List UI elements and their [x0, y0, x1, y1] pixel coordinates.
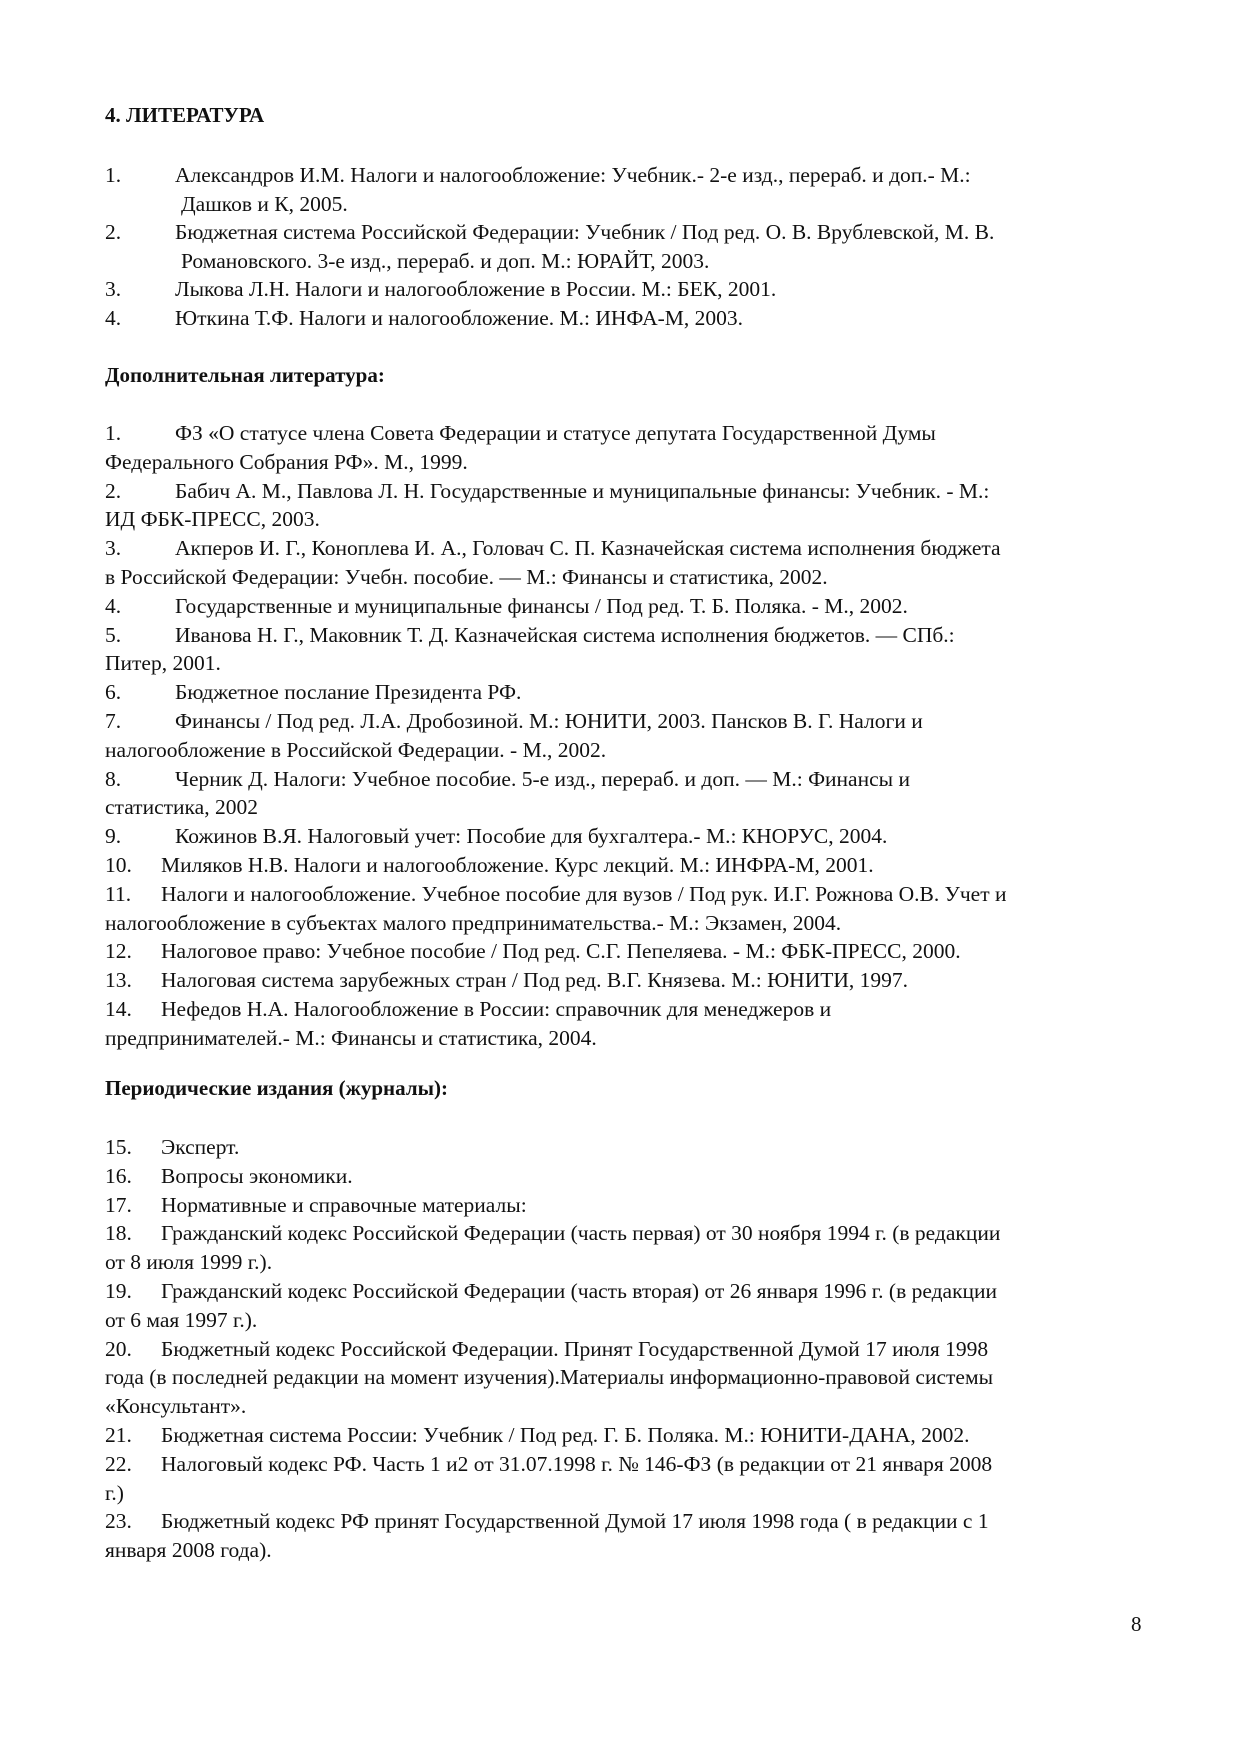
additional-literature-list [105, 419, 1165, 1053]
item-text-continued: января 2008 года). [105, 1538, 272, 1563]
item-number: 9. [105, 824, 122, 849]
item-text: Акперов И. Г., Коноплева И. А., Головач С. П. Казначейская система исполнения бюджета [175, 536, 1001, 561]
item-text: Лыкова Л.Н. Налоги и налогообложение в России. М.: БЕК, 2001. [175, 277, 777, 301]
item-text: Бюджетная система Российской Федерации: Учебник / Под ред. О. В. Врублевской, М. В. [175, 220, 995, 244]
list-item [105, 161, 1165, 218]
item-text: Кожинов В.Я. Налоговый учет: Пособие для бухгалтера.- М.: КНОРУС, 2004. [175, 824, 888, 849]
additional-literature-heading: Дополнительная литература: [105, 363, 385, 387]
item-text-continued: Романовского. 3-е изд., перераб. и доп. М.: ЮРАЙТ, 2003. [181, 248, 710, 273]
item-number: 14. [105, 996, 132, 1021]
item-text-continued: Питер, 2001. [105, 651, 221, 676]
item-number: 4. [105, 593, 122, 618]
item-number: 7. [105, 708, 122, 733]
item-number: 22. [105, 1451, 132, 1476]
list-item [105, 707, 1165, 736]
item-text-continued: налогообложение в субъектах малого предпринимательства.- М.: Экзамен, 2004. [105, 910, 842, 935]
main-literature-list [105, 161, 1165, 332]
item-number: 20. [105, 1336, 132, 1361]
item-text: Бюджетное послание Президента РФ. [175, 680, 522, 705]
item-text: Черник Д. Налоги: Учебное пособие. 5-е изд., перераб. и доп. — М.: Финансы и [175, 766, 910, 791]
item-text: Гражданский кодекс Российской Федерации (часть вторая) от 26 января 1996 г. (в редакции [161, 1278, 998, 1303]
item-number: 6. [105, 680, 122, 705]
item-text: Налоговое право: Учебное пособие / Под ред. С.Г. Пепеляева. - М.: ФБК-ПРЕСС, 2000. [161, 939, 961, 964]
list-item [105, 1191, 1165, 1220]
item-text-continued: статистика, 2002 [105, 795, 258, 820]
item-text: Гражданский кодекс Российской Федерации (часть первая) от 30 ноября 1994 г. (в редакции [161, 1221, 1001, 1246]
list-item [105, 995, 1165, 1024]
item-number: 15. [105, 1135, 132, 1159]
item-number: 10. [105, 852, 132, 877]
list-item [105, 851, 1165, 880]
item-text: Налоговая система зарубежных стран / Под ред. В.Г. Князева. М.: ЮНИТИ, 1997. [161, 968, 909, 993]
item-number: 16. [105, 1163, 132, 1188]
list-item [105, 822, 1165, 851]
item-text-continued: Дашков и К, 2005. [181, 191, 348, 216]
item-text-continued: налогообложение в Российской Федерации. - М., 2002. [105, 737, 607, 762]
item-number: 1. [105, 163, 122, 187]
list-item [105, 419, 1165, 448]
item-text: Бюджетный кодекс Российской Федерации. Принят Государственной Думой 17 июля 1998 [161, 1336, 989, 1361]
item-number: 18. [105, 1221, 132, 1246]
item-text-continued: «Консультант». [105, 1394, 247, 1419]
item-number: 13. [105, 968, 132, 993]
list-item [105, 1133, 1165, 1162]
list-item [105, 1450, 1165, 1479]
list-item [105, 1421, 1165, 1450]
list-item [105, 966, 1165, 995]
list-item [105, 1162, 1165, 1191]
item-number: 5. [105, 622, 122, 647]
item-number: 1. [105, 421, 122, 445]
list-item [105, 1277, 1165, 1306]
item-text: Налоги и налогообложение. Учебное пособие для вузов / Под рук. И.Г. Рожнова О.В. Учет и [161, 881, 1007, 906]
periodicals-list [105, 1133, 1165, 1565]
item-text: Бабич А. М., Павлова Л. Н. Государственные и муниципальные финансы: Учебник. - М.: [175, 478, 990, 503]
item-number: 17. [105, 1192, 132, 1217]
item-text: Бюджетная система России: Учебник / Под ред. Г. Б. Поляка. М.: ЮНИТИ-ДАНА, 2002. [161, 1422, 970, 1447]
list-item [105, 477, 1165, 506]
item-text-continued: в Российской Федерации: Учебн. пособие. — М.: Финансы и статистика, 2002. [105, 564, 828, 589]
item-text: Миляков Н.В. Налоги и налогообложение. Курс лекций. М.: ИНФРА-М, 2001. [161, 852, 874, 877]
item-text: Нефедов Н.А. Налогообложение в России: справочник для менеджеров и [161, 996, 832, 1021]
item-text: Юткина Т.Ф. Налоги и налогообложение. М.: ИНФА-М, 2003. [175, 305, 743, 330]
item-number: 8. [105, 766, 122, 791]
item-text: Иванова Н. Г., Маковник Т. Д. Казначейская система исполнения бюджетов. — СПб.: [175, 622, 955, 647]
item-text: Вопросы экономики. [161, 1163, 353, 1188]
item-text-continued: г.) [105, 1480, 124, 1505]
item-text: Государственные и муниципальные финансы / Под ред. Т. Б. Поляка. - М., 2002. [175, 593, 908, 618]
item-text-continued: предпринимателей.- М.: Финансы и статистика, 2004. [105, 1025, 597, 1050]
item-text-continued: Федерального Собрания РФ». М., 1999. [105, 449, 468, 474]
item-text: Нормативные и справочные материалы: [161, 1192, 527, 1217]
item-number: 23. [105, 1509, 132, 1534]
item-number: 19. [105, 1278, 132, 1303]
item-text-continued: ИД ФБК-ПРЕСС, 2003. [105, 507, 320, 532]
main-literature-heading: 4. ЛИТЕРАТУРА [105, 103, 265, 127]
list-item [105, 937, 1165, 966]
list-item [105, 765, 1165, 794]
item-text: Финансы / Под ред. Л.А. Дробозиной. М.: ЮНИТИ, 2003. Пансков В. Г. Налоги и [175, 708, 923, 733]
item-text-continued: от 6 мая 1997 г.). [105, 1307, 258, 1332]
list-item [105, 592, 1165, 621]
periodicals-heading: Периодические издания (журналы): [105, 1076, 449, 1100]
list-item [105, 275, 1165, 304]
item-number: 3. [105, 277, 122, 301]
item-number: 21. [105, 1422, 132, 1447]
item-text: Бюджетный кодекс РФ принят Государственной Думой 17 июля 1998 года ( в редакции с 1 [161, 1509, 989, 1534]
item-text: Александров И.М. Налоги и налогообложение: Учебник.- 2-е изд., перераб. и доп.- М.: [175, 163, 971, 187]
list-item [105, 621, 1165, 650]
list-item [105, 880, 1165, 909]
item-number: 2. [105, 220, 122, 244]
item-number: 12. [105, 939, 132, 964]
list-item [105, 678, 1165, 707]
item-number: 3. [105, 536, 122, 561]
item-text: Налоговый кодекс РФ. Часть 1 и2 от 31.07.1998 г. № 146-ФЗ (в редакции от 21 января 2008 [161, 1451, 993, 1476]
item-text-continued: года (в последней редакции на момент изучения).Материалы информационно-правовой системы [105, 1365, 994, 1390]
list-item [105, 1335, 1165, 1364]
item-number: 4. [105, 305, 122, 330]
item-number: 2. [105, 478, 122, 503]
list-item [105, 1219, 1165, 1248]
item-text-continued: от 8 июля 1999 г.). [105, 1250, 273, 1275]
item-number: 11. [105, 881, 132, 906]
list-item [105, 304, 1165, 333]
page-number: 8 [1131, 1612, 1142, 1636]
list-item [105, 218, 1165, 275]
list-item [105, 1507, 1165, 1536]
item-text: Эксперт. [161, 1135, 240, 1159]
list-item [105, 534, 1165, 563]
item-text: ФЗ «О статусе члена Совета Федерации и статусе депутата Государственной Думы [175, 421, 936, 445]
